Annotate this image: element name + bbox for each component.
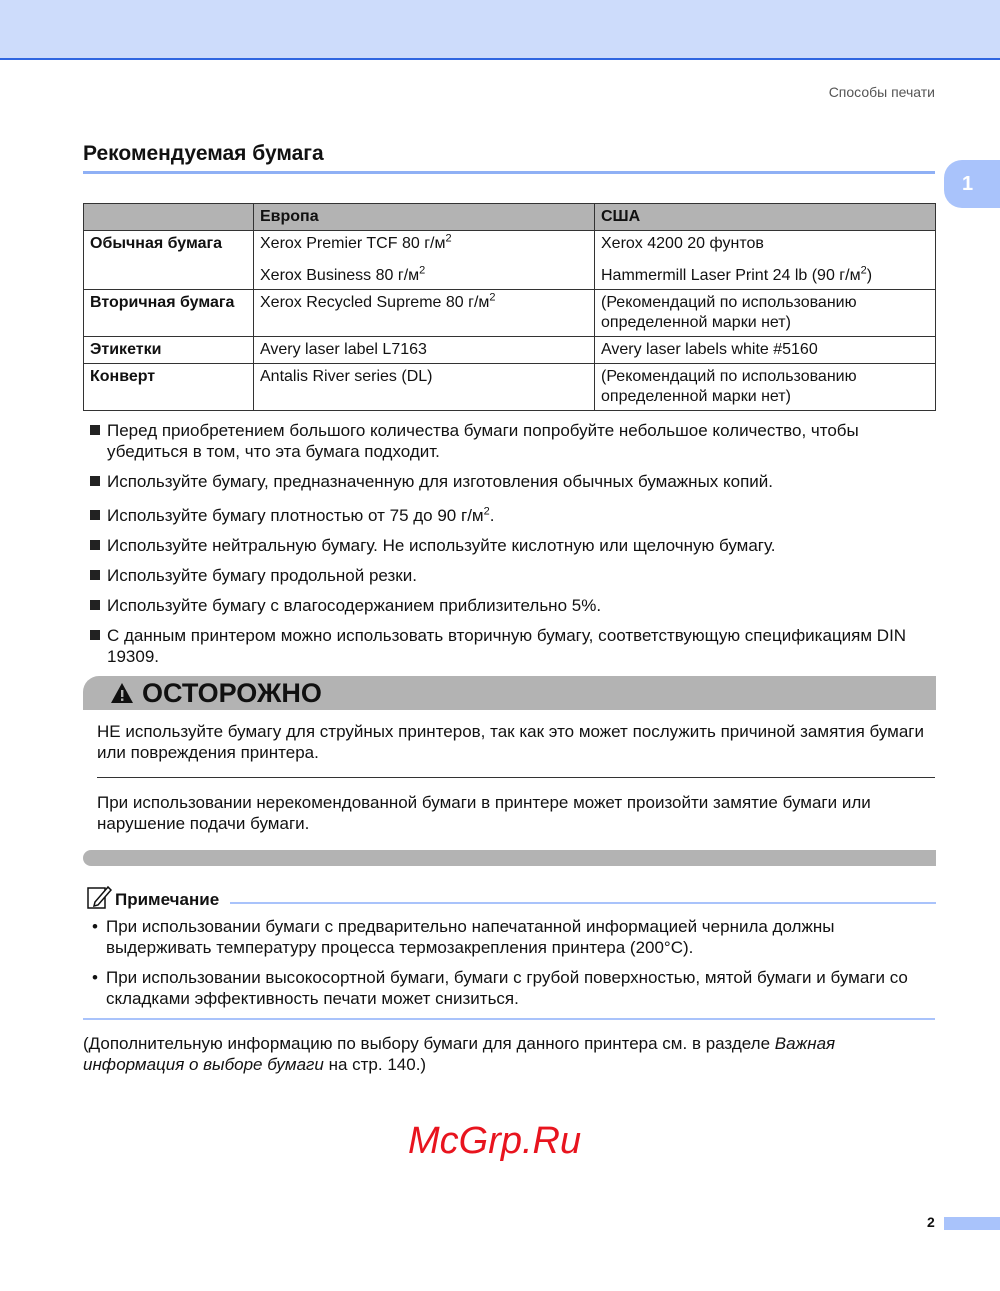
table-row: [84, 231, 936, 290]
main-content: [83, 203, 936, 1075]
sup: 2: [445, 232, 452, 245]
warning-triangle-icon: [110, 682, 134, 704]
table-header: [84, 204, 254, 231]
caution-text: При использовании нерекомендованной бумаги в принтере может произойти замятие бумаги или нарушение подачи бумаги.: [97, 793, 871, 833]
sup: 2: [489, 291, 496, 304]
caution-box: [83, 676, 936, 866]
list-item-text: Используйте бумагу с влагосодержанием приблизительно 5%.: [107, 596, 602, 615]
paper-table: [83, 203, 936, 411]
list-item-text: Используйте бумагу плотностью от 75 до 90 г/м: [107, 506, 484, 525]
dot-bullet-icon: •: [92, 968, 98, 987]
table-header: США: [595, 204, 936, 231]
chapter-tab[interactable]: 1: [944, 160, 1000, 208]
sup: 2: [860, 264, 867, 277]
list-item: [90, 595, 930, 616]
list-item-text: Используйте нейтральную бумагу. Не используйте кислотную или щелочную бумагу.: [107, 536, 776, 555]
table-row: [84, 290, 936, 337]
list-item: [90, 505, 930, 526]
divider: [97, 777, 935, 778]
caution-heading: [83, 676, 936, 710]
table-cell: [254, 231, 595, 290]
list-item-text: Перед приобретением большого количества бумаги попробуйте небольшое количество, чтобы убедиться в том, что эта бумага подходит.: [107, 421, 859, 461]
reference-link[interactable]: Важная информация о выборе бумаги: [83, 1034, 836, 1074]
list-item: [92, 916, 937, 958]
list-item: [90, 625, 930, 667]
reference-paragraph: [83, 1033, 933, 1075]
caution-title: ОСТОРОЖНО: [142, 677, 322, 708]
cell-text: Xerox Recycled Supreme 80 г/м: [260, 294, 490, 311]
cell-text: Xerox Premier TCF 80 г/м: [260, 235, 446, 252]
square-bullet-icon: [90, 630, 100, 640]
top-band: [0, 0, 1000, 60]
list-item: [90, 420, 930, 462]
square-bullet-icon: [90, 570, 100, 580]
list-item: [90, 471, 930, 492]
square-bullet-icon: [90, 510, 100, 520]
note-title: Примечание: [115, 890, 220, 909]
watermark: McGrp.Ru: [408, 1120, 582, 1162]
cell-text: Xerox Business 80 г/м: [260, 267, 420, 284]
table-cell: Antalis River series (DL): [254, 364, 595, 411]
table-cell: Avery laser label L7163: [254, 337, 595, 364]
caution-text: НЕ используйте бумагу для струйных принтеров, так как это может послужить причиной замятия бумаги или повреждения принтера.: [97, 722, 925, 762]
title-rule: [83, 171, 935, 174]
square-bullet-icon: [90, 425, 100, 435]
page-title: Рекомендуемая бумага: [83, 142, 324, 165]
list-item-text: Используйте бумагу продольной резки.: [107, 566, 417, 585]
square-bullet-icon: [90, 540, 100, 550]
caution-end-bar: [83, 850, 936, 866]
row-label: Вторичная бумага: [84, 290, 254, 337]
table-header: Европа: [254, 204, 595, 231]
row-label: Этикетки: [84, 337, 254, 364]
table-row: [84, 337, 936, 364]
running-header: Способы печати: [828, 84, 935, 100]
note-list: [92, 916, 937, 1009]
sup: 2: [419, 264, 426, 277]
cell-text: Hammermill Laser Print 24 lb (90 г/м: [601, 267, 861, 284]
list-item: [92, 967, 937, 1009]
table-cell: Avery laser labels white #5160: [595, 337, 936, 364]
dot-bullet-icon: •: [92, 917, 98, 936]
list-item: [90, 565, 930, 586]
table-header-row: [84, 204, 936, 231]
page-number: 2: [927, 1214, 935, 1230]
page-number-bar: [944, 1217, 1000, 1230]
table-row: [84, 364, 936, 411]
list-item-text: При использовании высокосортной бумаги, бумаги с грубой поверхностью, мятой бумаги и бумаги со складками эффективность печати может снизиться.: [106, 968, 908, 1008]
list-item-text: Используйте бумагу, предназначенную для изготовления обычных бумажных копий.: [107, 472, 774, 491]
text: (Дополнительную информацию по выбору бумаги для данного принтера см. в разделе: [83, 1034, 775, 1053]
cell-text: Xerox 4200 20 фунтов: [601, 235, 764, 252]
table-cell: (Рекомендаций по использованию определенной марки нет): [595, 364, 936, 411]
table-cell: [595, 231, 936, 290]
row-label: Конверт: [84, 364, 254, 411]
square-bullet-icon: [90, 476, 100, 486]
row-label: Обычная бумага: [84, 231, 254, 290]
table-cell: (Рекомендаций по использованию определенной марки нет): [595, 290, 936, 337]
note-title-wrap: [86, 884, 219, 910]
note-rule: [230, 902, 936, 904]
list-item-text: С данным принтером можно использовать вторичную бумагу, соответствующую спецификациям DIN 19309.: [107, 626, 907, 666]
note-heading: [83, 884, 936, 910]
sup: 2: [483, 505, 490, 518]
cell-text: ): [866, 267, 873, 284]
list-item: [90, 535, 930, 556]
text: на стр. 140.): [323, 1055, 427, 1074]
square-bullet-icon: [90, 600, 100, 610]
bullet-list: [90, 420, 930, 667]
list-item-text: .: [489, 506, 495, 525]
note-end-rule: [83, 1018, 935, 1020]
note-pencil-icon: [86, 884, 112, 910]
list-item-text: При использовании бумаги с предварительно напечатанной информацией чернила должны выдерживать температуру процесса термозакрепления принтера (200°C).: [106, 917, 835, 957]
table-cell: [254, 290, 595, 337]
